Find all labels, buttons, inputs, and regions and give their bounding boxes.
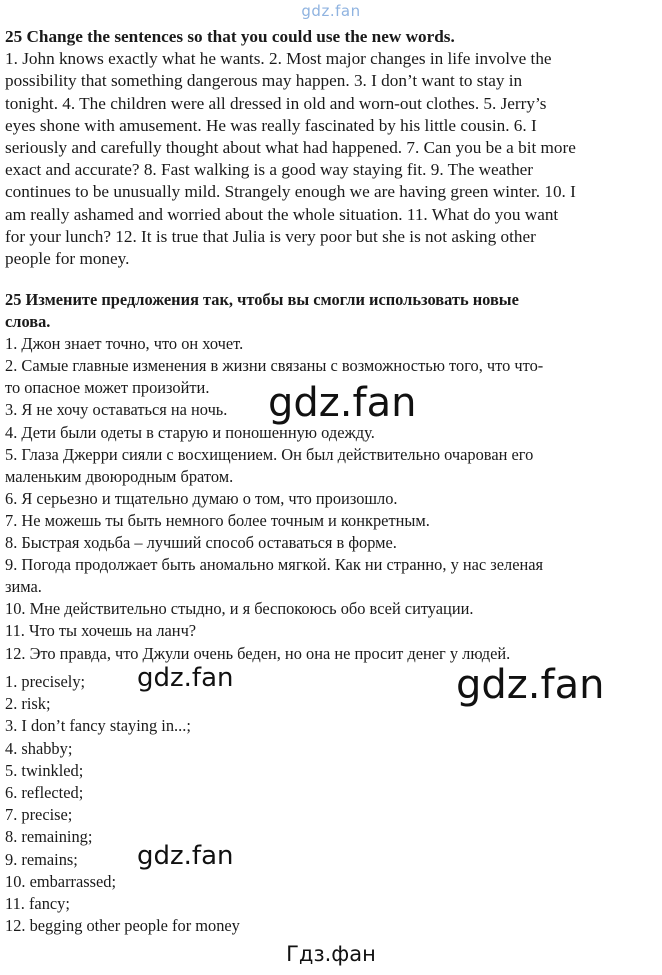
english-line: possibility that something dangerous may happen. 3. I don’t want to stay in (5, 71, 523, 91)
english-line: people for money. (5, 249, 130, 269)
russian-line: 5. Глаза Джерри сияли с восхищением. Он был действительно очарован его (5, 444, 534, 464)
answer-item: 8. remaining; (5, 827, 93, 847)
answer-item: 9. remains; (5, 849, 78, 869)
english-line: tonight. 4. The children were all dressed in old and worn-out clothes. 5. Jerry’s (5, 93, 547, 113)
center-watermark: gdz.fan (268, 380, 417, 426)
russian-line: 6. Я серьезно и тщательно думаю о том, что произошло. (5, 488, 398, 508)
russian-line: 1. Джон знает точно, что он хочет. (5, 334, 244, 354)
answer-item: 10. embarrassed; (5, 871, 117, 891)
answers-list (5, 671, 653, 937)
english-line: continues to be unusually mild. Strangely enough we are having green winter. 10. I (5, 182, 576, 202)
russian-line: 2. Самые главные изменения в жизни связаны с возможностью того, что что- (5, 356, 544, 376)
english-exercise (5, 26, 653, 270)
answers-watermark-lower: gdz.fan (137, 841, 234, 871)
answer-item: 5. twinkled; (5, 760, 84, 780)
answer-item: 7. precise; (5, 805, 73, 825)
answers-watermark-upper: gdz.fan (137, 663, 234, 693)
russian-line: 3. Я не хочу оставаться на ночь. (5, 400, 228, 420)
russian-heading-line: 25 Измените предложения так, чтобы вы смогли использовать новые (5, 290, 519, 309)
russian-heading (5, 289, 653, 333)
russian-line: зима. (5, 577, 42, 597)
russian-line: 4. Дети были одеты в старую и поношенную одежду. (5, 422, 375, 442)
english-line: for your lunch? 12. It is true that Julia is very poor but she is not asking other (5, 226, 536, 246)
answer-item: 2. risk; (5, 694, 51, 714)
top-watermark: gdz.fan (301, 2, 361, 20)
russian-line: 12. Это правда, что Джули очень беден, но она не просит денег у людей. (5, 643, 511, 663)
english-line: eyes shone with amusement. He was really fascinated by his little cousin. 6. I (5, 115, 537, 135)
russian-line: 11. Что ты хочешь на ланч? (5, 621, 197, 641)
english-line: seriously and carefully thought about what had happened. 7. Can you be a bit more (5, 138, 576, 158)
russian-line: маленьким двоюродным братом. (5, 466, 234, 486)
english-sentences (5, 48, 653, 270)
russian-line: 10. Мне действительно стыдно, и я беспокоюсь обо всей ситуации. (5, 599, 474, 619)
english-line: am really ashamed and worried about the whole situation. 11. What do you want (5, 204, 559, 224)
russian-translation (5, 289, 653, 665)
answer-item: 3. I don’t fancy staying in...; (5, 716, 191, 736)
english-heading: 25 Change the sentences so that you could use the new words. (5, 27, 455, 46)
answer-item: 11. fancy; (5, 894, 70, 914)
answer-item: 12. begging other people for money (5, 916, 240, 936)
english-line: exact and accurate? 8. Fast walking is a good way staying fit. 9. The weather (5, 160, 534, 180)
russian-heading-line: слова. (5, 312, 51, 332)
russian-line: 8. Быстрая ходьба – лучший способ оставаться в форме. (5, 533, 397, 553)
bottom-watermark: Гдз.фан (286, 942, 376, 966)
russian-line: то опасное может произойти. (5, 378, 210, 398)
russian-line: 7. Не можешь ты быть немного более точным и конкретным. (5, 510, 430, 530)
answer-item: 1. precisely; (5, 672, 86, 691)
answer-item: 4. shabby; (5, 738, 73, 758)
russian-line: 9. Погода продолжает быть аномально мягкой. Как ни странно, у нас зеленая (5, 555, 544, 575)
english-line: 1. John knows exactly what he wants. 2. Most major changes in life involve the (5, 49, 552, 69)
answer-item: 6. reflected; (5, 783, 84, 803)
right-watermark: gdz.fan (456, 662, 605, 708)
